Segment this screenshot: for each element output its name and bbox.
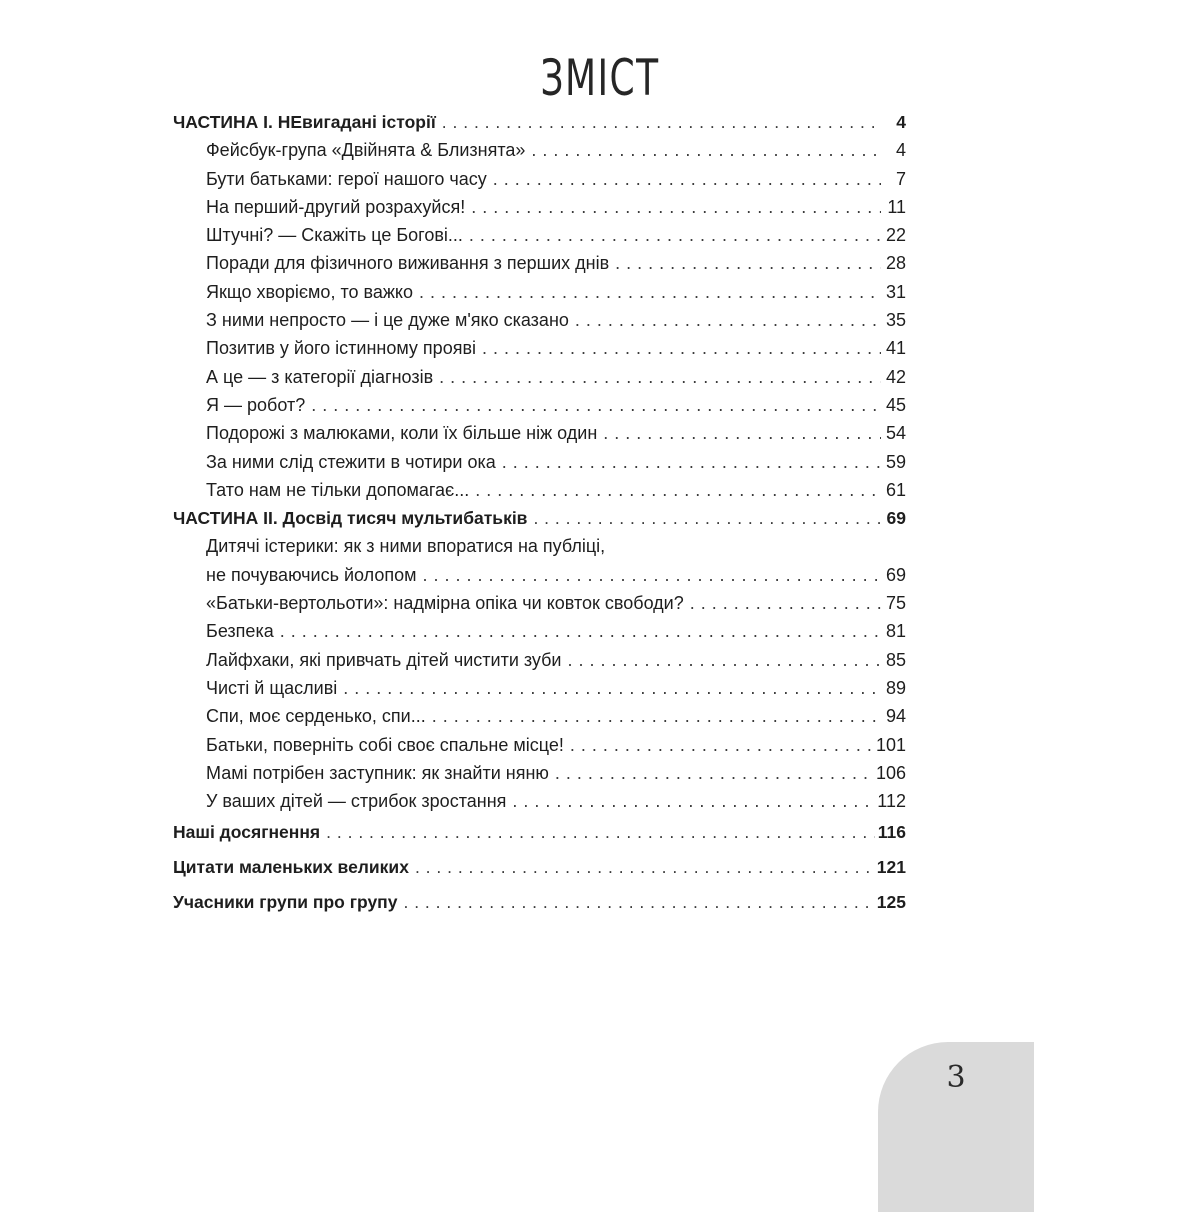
- toc-entry-title: Подорожі з малюками, коли їх більше ніж один: [206, 423, 598, 444]
- dot-leader: [531, 136, 881, 164]
- dot-leader: [469, 221, 881, 249]
- toc-entry-title: Учасники групи про групу: [173, 892, 398, 913]
- dot-leader: [471, 193, 881, 221]
- toc-entry[interactable]: [173, 476, 906, 504]
- toc-entry-page: 61: [885, 479, 906, 500]
- toc-entry-title: Мамі потрібен заступник: як знайти няню: [206, 762, 549, 783]
- toc-entry-page: 11: [887, 196, 906, 217]
- toc-entry-title: «Батьки-вертольоти»: надмірна опіка чи ковток свободи?: [206, 593, 684, 614]
- dot-leader: [690, 589, 881, 617]
- toc-entry-title: Дитячі істерики: як з ними впоратися на публіці,: [206, 536, 606, 557]
- toc-entry[interactable]: [173, 108, 906, 136]
- toc-entry[interactable]: [173, 136, 906, 164]
- toc-entry-title: не почуваючись йолопом: [206, 564, 417, 585]
- toc-entry[interactable]: [173, 646, 906, 674]
- dot-leader: [493, 165, 881, 193]
- dot-leader: [432, 702, 881, 730]
- toc-entry-page: 106: [875, 762, 906, 783]
- toc-entry[interactable]: [173, 419, 906, 447]
- page-title: ЗМІСТ: [540, 48, 660, 107]
- toc-entry[interactable]: [173, 731, 906, 759]
- dot-leader: [575, 306, 881, 334]
- toc-entry[interactable]: [173, 561, 906, 589]
- dot-leader: [603, 419, 881, 447]
- dot-leader: [280, 617, 881, 645]
- toc-entry-title: Якщо хворіємо, то важко: [206, 281, 413, 302]
- dot-leader: [482, 334, 881, 362]
- toc-entry-page: 81: [885, 621, 906, 642]
- toc-entry-page: 31: [885, 281, 906, 302]
- toc-entry[interactable]: [173, 334, 906, 362]
- table-of-contents: [173, 108, 906, 920]
- toc-entry[interactable]: [173, 221, 906, 249]
- toc-entry-title: Спи, моє серденько, спи...: [206, 706, 426, 727]
- toc-entry-page: 45: [885, 394, 906, 415]
- toc-entry-title: Тато нам не тільки допомагає...: [206, 479, 470, 500]
- dot-leader: [475, 476, 881, 504]
- dot-leader: [555, 759, 873, 787]
- toc-entry-title: У ваших дітей — стрибок зростання: [206, 791, 507, 812]
- toc-entry-page: 75: [885, 593, 906, 614]
- dot-leader: [439, 363, 881, 391]
- toc-entry[interactable]: [173, 885, 906, 920]
- dot-leader: [415, 850, 874, 884]
- toc-entry-title: Наші досягнення: [173, 822, 321, 843]
- toc-entry-page: 42: [885, 366, 906, 387]
- toc-entry-title: З ними непросто — і це дуже м'яко сказано: [206, 310, 569, 331]
- toc-entry-title: Безпека: [206, 621, 274, 642]
- toc-entry-title: На перший-другий розрахуйся!: [206, 196, 466, 217]
- toc-entry-title: ЧАСТИНА І. НЕвигадані історії: [173, 112, 436, 132]
- toc-entry-title: Фейсбук-група «Двійнята & Близнята»: [206, 140, 526, 161]
- toc-entry-page: 116: [877, 822, 906, 843]
- dot-leader: [533, 504, 881, 532]
- dot-leader: [570, 731, 873, 759]
- toc-entry-page: 112: [877, 791, 906, 812]
- toc-entry[interactable]: [173, 504, 906, 532]
- toc-entry[interactable]: [173, 815, 906, 850]
- toc-entry-title: Позитив у його істинному прояві: [206, 338, 477, 359]
- toc-entry-title: За ними слід стежити в чотири ока: [206, 451, 496, 472]
- toc-entry-page: 101: [875, 734, 906, 755]
- dot-leader: [419, 278, 881, 306]
- dot-leader: [568, 646, 882, 674]
- dot-leader: [311, 391, 881, 419]
- toc-entry[interactable]: [173, 759, 906, 787]
- toc-entry-title: Я — робот?: [206, 394, 306, 415]
- toc-entry-title: Цитати маленьких великих: [173, 857, 409, 878]
- toc-entry[interactable]: [173, 448, 906, 476]
- toc-entry-page: 94: [885, 706, 906, 727]
- toc-entry[interactable]: [173, 850, 906, 885]
- toc-entry-page: 54: [885, 423, 906, 444]
- toc-entry[interactable]: [173, 278, 906, 306]
- toc-entry-page: 69: [885, 564, 906, 585]
- toc-entry[interactable]: [173, 617, 906, 645]
- toc-entry-page: 4: [896, 112, 906, 132]
- toc-entry-title: Лайфхаки, які привчать дітей чистити зуби: [206, 649, 562, 670]
- toc-entry-page: 41: [885, 338, 906, 359]
- toc-entry-page: 89: [885, 677, 906, 698]
- toc-entry[interactable]: [173, 363, 906, 391]
- toc-entry-title: ЧАСТИНА ІІ. Досвід тисяч мультибатьків: [173, 508, 528, 529]
- toc-entry[interactable]: [173, 249, 906, 277]
- dot-leader: [615, 249, 881, 277]
- toc-entry-page: 22: [885, 225, 906, 246]
- toc-entry-title: Штучні? — Скажіть це Богові...: [206, 225, 463, 246]
- toc-entry-page: 7: [895, 168, 906, 189]
- dot-leader: [326, 815, 875, 849]
- toc-entry[interactable]: [173, 165, 906, 193]
- toc-entry-title: Поради для фізичного виживання з перших днів: [206, 253, 610, 274]
- page-number: 3: [946, 1060, 966, 1095]
- toc-entry[interactable]: [173, 589, 906, 617]
- toc-entry[interactable]: [173, 787, 906, 815]
- dot-leader: [343, 674, 881, 702]
- dot-leader: [512, 787, 874, 815]
- toc-entry[interactable]: [173, 702, 906, 730]
- toc-entry-page: 59: [885, 451, 906, 472]
- toc-entry-page: 69: [886, 508, 906, 529]
- toc-entry-continued[interactable]: [173, 532, 906, 560]
- dot-leader: [403, 885, 873, 919]
- toc-entry[interactable]: [173, 391, 906, 419]
- toc-entry[interactable]: [173, 306, 906, 334]
- toc-entry-page: 35: [885, 310, 906, 331]
- toc-entry-title: Чисті й щасливі: [206, 677, 338, 698]
- dot-leader: [423, 561, 882, 589]
- toc-entry-page: 121: [876, 857, 906, 878]
- toc-entry-title: Батьки, поверніть собі своє спальне місце!: [206, 734, 564, 755]
- toc-entry-page: 28: [885, 253, 906, 274]
- toc-entry-page: 85: [885, 649, 906, 670]
- toc-entry-page: 125: [876, 892, 906, 913]
- toc-entry-title: Бути батьками: герої нашого часу: [206, 168, 487, 189]
- toc-entry-title: А це — з категорії діагнозів: [206, 366, 434, 387]
- toc-entry[interactable]: [173, 193, 906, 221]
- toc-entry[interactable]: [173, 674, 906, 702]
- dot-leader: [502, 448, 881, 476]
- toc-entry-page: 4: [895, 140, 906, 161]
- dot-leader: [442, 108, 881, 136]
